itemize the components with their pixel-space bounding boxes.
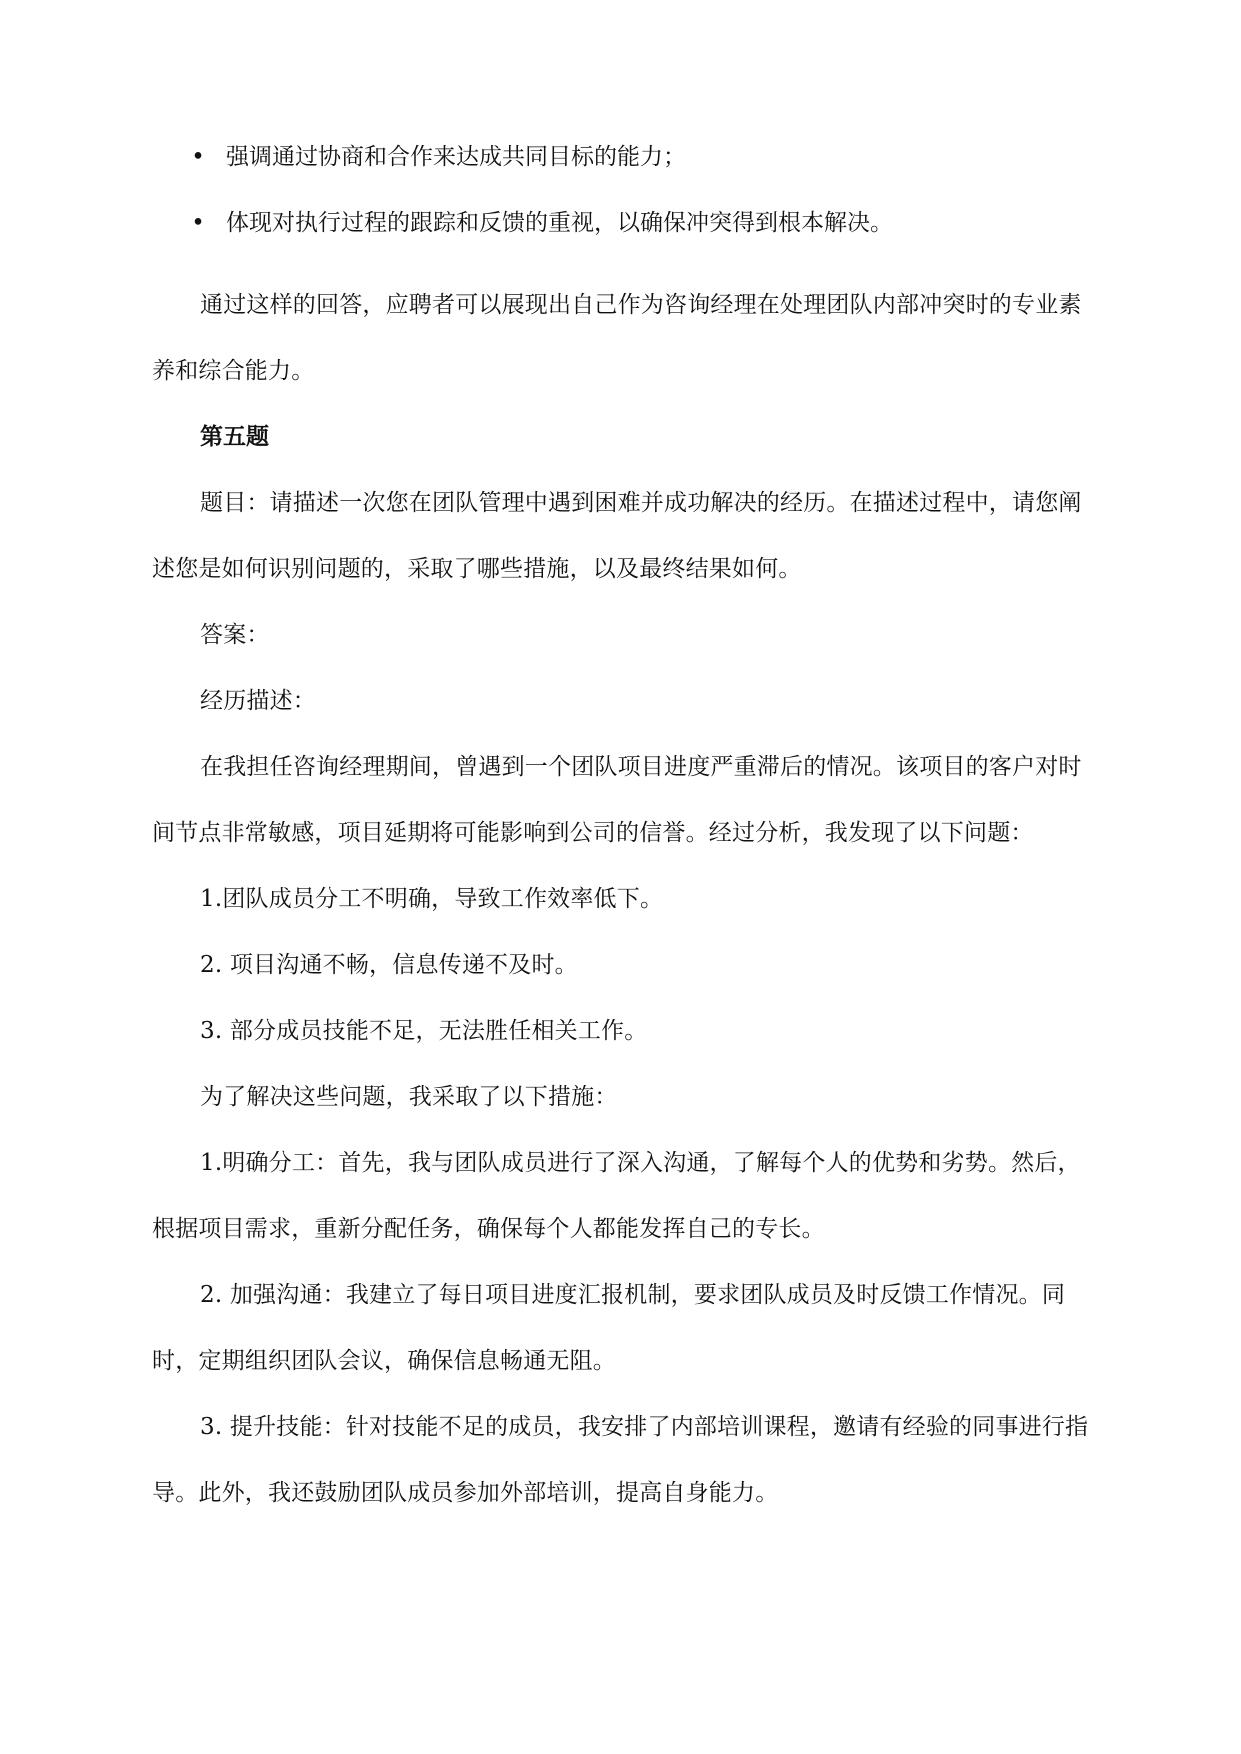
bullet-item [152,140,1092,174]
problem-item: 3. 部分成员技能不足，无法胜任相关工作。 [200,1018,648,1044]
measure-item: 3. 提升技能：针对技能不足的成员，我安排了内部培训课程，邀请有经验的同事进行指导。此外，我还鼓励团队成员参加外部培训，提高自身能力。 [152,1414,1089,1506]
page-content [152,140,1092,1526]
problem-item: 2. 项目沟通不畅，信息传递不及时。 [200,952,578,978]
measures-intro: 为了解决这些问题，我采取了以下措施： [200,1084,618,1110]
answer-label: 答案： [200,622,270,648]
question-paragraph: 题目：请描述一次您在团队管理中遇到困难并成功解决的经历。在描述过程中，请您阐述您是如何识别问题的，采取了哪些措施，以及最终结果如何。 [152,490,1082,582]
measure-item: 2. 加强沟通：我建立了每日项目进度汇报机制，要求团队成员及时反馈工作情况。同时，定期组织团队会议，确保信息畅通无阻。 [152,1282,1066,1374]
experience-label: 经历描述： [200,688,316,714]
bullet-dot-icon: • [191,144,205,170]
bullet-text: 强调通过协商和合作来达成共同目标的能力； [226,144,686,170]
bullet-item [152,206,1092,240]
section-heading: 第五题 [200,424,269,450]
bullet-dot-icon: • [191,210,205,236]
measure-item: 1.明确分工：首先，我与团队成员进行了深入沟通，了解每个人的优势和劣势。然后，根据项目需求，重新分配任务，确保每个人都能发挥自己的专长。 [152,1150,1081,1242]
problem-item: 1.团队成员分工不明确，导致工作效率低下。 [200,886,664,912]
bullet-text: 体现对执行过程的跟踪和反馈的重视，以确保冲突得到根本解决。 [226,210,893,236]
experience-paragraph: 在我担任咨询经理期间，曾遇到一个团队项目进度严重滞后的情况。该项目的客户对时间节点非常敏感，项目延期将可能影响到公司的信誉。经过分析，我发现了以下问题： [152,754,1082,846]
intro-paragraph: 通过这样的回答，应聘者可以展现出自己作为咨询经理在处理团队内部冲突时的专业素养和综合能力。 [152,292,1082,384]
